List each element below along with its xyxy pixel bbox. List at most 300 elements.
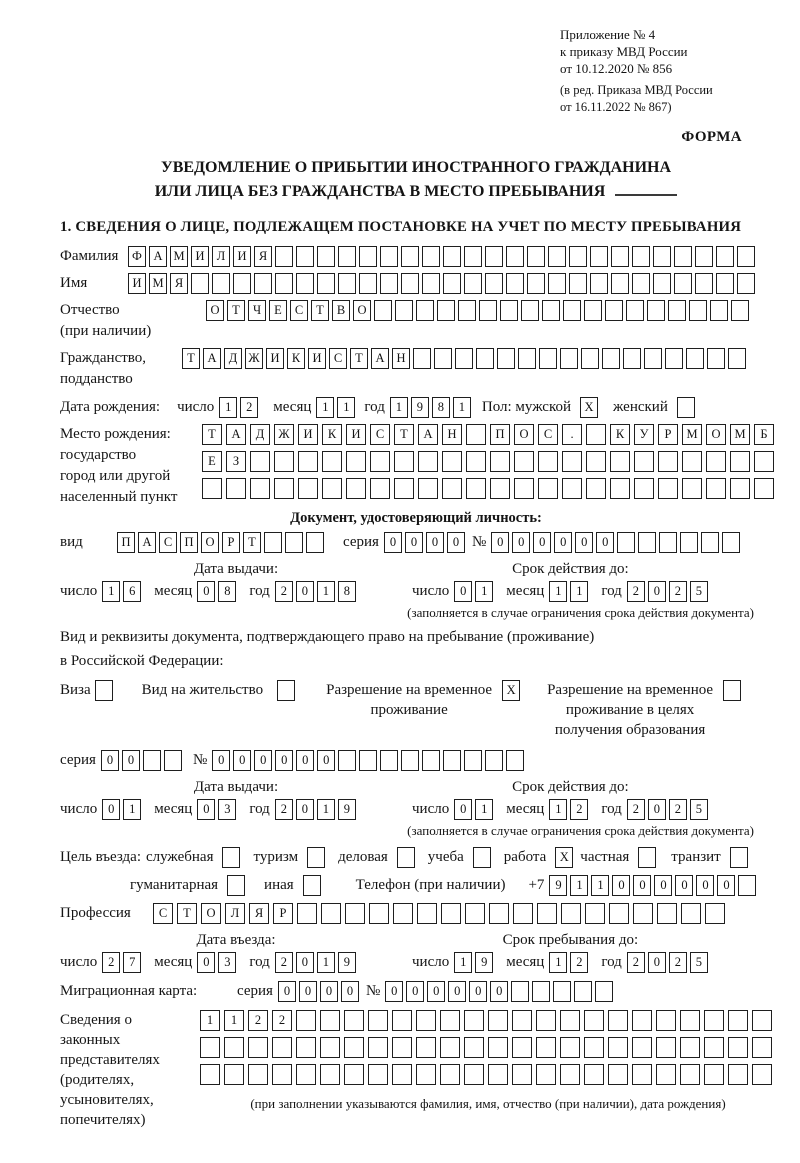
form-cell xyxy=(443,246,461,267)
form-cell xyxy=(488,1010,508,1031)
form-cell xyxy=(224,1037,244,1058)
birthplace-label-line-2: государство xyxy=(60,446,137,463)
migcard-series-label: серия xyxy=(237,982,273,999)
birthplace-cells-block xyxy=(202,424,778,505)
iddoc-issue-month-cells xyxy=(197,581,239,602)
form-cell: 2 xyxy=(275,799,293,820)
form-cell xyxy=(488,1064,508,1085)
form-cell: Д xyxy=(224,348,242,369)
form-cell xyxy=(368,1010,388,1031)
purpose-official-checkbox xyxy=(222,847,243,868)
form-cell xyxy=(728,348,746,369)
patronymic-label-line-1: Отчество xyxy=(60,301,120,318)
form-cell xyxy=(584,1037,604,1058)
form-cell xyxy=(686,348,704,369)
firstname-label: Имя xyxy=(60,274,88,291)
iddoc-issue-year-cells xyxy=(275,581,359,602)
form-cell: Е xyxy=(269,300,287,321)
reps-label-line-3: представителях xyxy=(60,1051,160,1068)
form-cell: А xyxy=(418,424,438,445)
purpose-label: Цель въезда: xyxy=(60,848,141,865)
doc-number-cells xyxy=(491,532,743,553)
form-cell xyxy=(665,348,683,369)
form-cell xyxy=(548,246,566,267)
form-cell xyxy=(704,1037,724,1058)
form-cell: 0 xyxy=(612,875,630,896)
form-cell: 0 xyxy=(320,981,338,1002)
form-cell xyxy=(359,750,377,771)
birth-day-label: число xyxy=(177,398,215,415)
representatives-note: (при заполнении указываются фамилия, имя, отчество (при наличии), дата рождения) xyxy=(250,1095,726,1111)
form-cell xyxy=(248,1064,268,1085)
purpose-humanitarian-label: гуманитарная xyxy=(130,876,219,893)
form-cell xyxy=(434,348,452,369)
form-cell xyxy=(296,1037,316,1058)
form-cell xyxy=(317,246,335,267)
edu-residence-label-line-1: Разрешение на временное xyxy=(547,681,714,698)
form-cell xyxy=(680,532,698,553)
form-cell: 0 xyxy=(197,581,215,602)
form-cell xyxy=(752,1064,772,1085)
reps-label-line-6: попечителях) xyxy=(60,1111,146,1128)
form-cell xyxy=(704,1010,724,1031)
form-cell: 9 xyxy=(475,952,493,973)
purpose-work-label: работа xyxy=(503,848,547,865)
form-cell xyxy=(344,1010,364,1031)
form-cell: 1 xyxy=(475,581,493,602)
form-cell xyxy=(346,478,366,499)
form-cell xyxy=(723,680,741,701)
form-cell xyxy=(626,300,644,321)
form-cell: 0 xyxy=(633,875,651,896)
form-cell xyxy=(527,273,545,294)
form-cell: 1 xyxy=(219,397,237,418)
form-cell: 0 xyxy=(533,532,551,553)
form-cell xyxy=(632,273,650,294)
form-cell xyxy=(695,246,713,267)
iddoc-validity-note: (заполняется в случае ограничения срока действия документа) xyxy=(407,604,754,620)
form-cell: Н xyxy=(442,424,462,445)
resdoc-issue-title: Дата выдачи: xyxy=(193,778,279,795)
form-cell: 6 xyxy=(123,581,141,602)
form-cell xyxy=(369,903,389,924)
form-cell: И xyxy=(266,348,284,369)
stay-year-cells xyxy=(627,952,711,973)
form-cell xyxy=(656,1064,676,1085)
iddoc-issue-row xyxy=(60,581,412,602)
form-cell: 0 xyxy=(101,750,119,771)
form-cell xyxy=(563,300,581,321)
appendix-header xyxy=(560,26,772,115)
purpose-tourism-checkbox xyxy=(307,847,328,868)
form-cell: М xyxy=(730,424,750,445)
form-cell: X xyxy=(502,680,520,701)
form-cell xyxy=(706,451,726,472)
form-cell xyxy=(677,397,695,418)
form-cell xyxy=(380,750,398,771)
purpose-study-label: учеба xyxy=(427,848,464,865)
form-cell xyxy=(656,1010,676,1031)
reps-cells-row-3 xyxy=(200,1064,776,1085)
form-cell xyxy=(553,981,571,1002)
form-cell: 0 xyxy=(454,581,472,602)
form-cell xyxy=(442,451,462,472)
form-cell: Т xyxy=(243,532,261,553)
doc-type-cells xyxy=(117,532,327,553)
form-cell xyxy=(632,1037,652,1058)
iddoc-valid-month-cells xyxy=(549,581,591,602)
surname-row xyxy=(60,246,772,267)
purpose-other-label: иная xyxy=(264,876,294,893)
form-cell xyxy=(464,750,482,771)
surname-cells xyxy=(128,246,758,267)
form-cell: 0 xyxy=(575,532,593,553)
citizenship-label-line-1: Гражданство, xyxy=(60,349,147,366)
birthplace-label-line-3: город или другой xyxy=(60,467,171,484)
form-cell xyxy=(561,903,581,924)
form-cell xyxy=(682,451,702,472)
form-cell xyxy=(392,1037,412,1058)
form-cell xyxy=(506,750,524,771)
form-cell xyxy=(512,1064,532,1085)
form-cell: 0 xyxy=(384,532,402,553)
resdoc-series-row xyxy=(60,750,772,771)
form-cell xyxy=(569,246,587,267)
form-cell xyxy=(680,1010,700,1031)
form-cell xyxy=(722,532,740,553)
form-cell xyxy=(608,1064,628,1085)
profession-row xyxy=(60,903,772,924)
form-cell: 1 xyxy=(337,397,355,418)
form-cell xyxy=(442,478,462,499)
form-cell: 1 xyxy=(390,397,408,418)
month-label: месяц xyxy=(154,953,193,970)
form-cell xyxy=(485,246,503,267)
form-cell: 1 xyxy=(591,875,609,896)
form-cell xyxy=(416,1064,436,1085)
patronymic-label xyxy=(60,300,206,342)
form-cell: 0 xyxy=(296,952,314,973)
phone-cells xyxy=(549,875,759,896)
entry-year-cells xyxy=(275,952,359,973)
form-cell: И xyxy=(346,424,366,445)
form-cell: X xyxy=(555,847,573,868)
form-cell: 0 xyxy=(490,981,508,1002)
form-cell xyxy=(634,478,654,499)
form-cell xyxy=(322,478,342,499)
form-cell xyxy=(320,1010,340,1031)
form-cell xyxy=(380,246,398,267)
form-cell: И xyxy=(308,348,326,369)
form-cell: 0 xyxy=(512,532,530,553)
form-cell xyxy=(222,847,240,868)
form-cell xyxy=(611,246,629,267)
purpose-work-checkbox xyxy=(555,847,576,868)
doc-number-label: № xyxy=(471,533,487,550)
form-cell xyxy=(728,1010,748,1031)
title-blank-line xyxy=(615,181,677,196)
form-cell: 1 xyxy=(453,397,471,418)
form-cell: С xyxy=(370,424,390,445)
month-label: месяц xyxy=(506,582,545,599)
temp-residence-label-line-1: Разрешение на временное xyxy=(326,681,493,698)
form-cell: 0 xyxy=(233,750,251,771)
entry-date-group xyxy=(60,931,412,973)
form-cell: И xyxy=(191,246,209,267)
form-cell xyxy=(464,1064,484,1085)
resdoc-valid-group xyxy=(412,778,721,820)
purpose-other-checkbox xyxy=(303,875,324,896)
form-cell xyxy=(344,1064,364,1085)
form-cell xyxy=(212,273,230,294)
form-cell: Н xyxy=(392,348,410,369)
form-cell: Ж xyxy=(245,348,263,369)
form-cell xyxy=(647,300,665,321)
form-cell xyxy=(345,903,365,924)
form-cell xyxy=(730,478,750,499)
patronymic-label-line-2: (при наличии) xyxy=(60,322,152,339)
form-cell xyxy=(548,273,566,294)
form-cell: 0 xyxy=(212,750,230,771)
form-cell xyxy=(632,1064,652,1085)
form-cell xyxy=(443,273,461,294)
resdoc-issue-group xyxy=(60,778,412,820)
form-cell xyxy=(536,1010,556,1031)
form-cell xyxy=(731,300,749,321)
form-cell xyxy=(521,300,539,321)
form-cell: 7 xyxy=(123,952,141,973)
form-cell xyxy=(562,478,582,499)
form-cell: Т xyxy=(227,300,245,321)
resdoc-series-cells xyxy=(101,750,185,771)
sex-female-label: женский xyxy=(613,398,668,415)
edu-residence-checkbox xyxy=(723,680,744,701)
form-title xyxy=(60,156,772,202)
form-cell xyxy=(306,532,324,553)
form-cell: В xyxy=(332,300,350,321)
month-label: месяц xyxy=(154,582,193,599)
appendix-line-2: к приказу МВД России xyxy=(560,44,688,60)
form-cell xyxy=(586,478,606,499)
form-cell xyxy=(730,847,748,868)
reps-label-line-2: законных xyxy=(60,1031,121,1048)
form-cell xyxy=(716,273,734,294)
form-cell xyxy=(586,424,606,445)
birthplace-row xyxy=(60,424,772,508)
purpose-row-2 xyxy=(60,875,772,896)
birth-year-cells xyxy=(390,397,474,418)
birth-year-label: год xyxy=(364,398,385,415)
purpose-private-label: частная xyxy=(580,848,630,865)
form-cell xyxy=(464,246,482,267)
form-cell xyxy=(542,300,560,321)
form-cell: А xyxy=(149,246,167,267)
resdoc-intro-line-1: Вид и реквизиты документа, подтверждающего право на пребывание (проживание) xyxy=(60,628,595,645)
form-cell: 0 xyxy=(296,750,314,771)
form-cell xyxy=(394,478,414,499)
purpose-tourism-label: туризм xyxy=(253,848,299,865)
citizenship-label-line-2: подданство xyxy=(60,370,133,387)
representatives-cells-block xyxy=(200,1010,776,1112)
form-cell: 0 xyxy=(275,750,293,771)
form-cell: 0 xyxy=(554,532,572,553)
form-cell xyxy=(754,478,774,499)
entry-date-title: Дата въезда: xyxy=(196,931,276,948)
form-cell xyxy=(392,1064,412,1085)
purpose-study-checkbox xyxy=(473,847,494,868)
form-cell: Я xyxy=(170,273,188,294)
resdoc-issue-year-cells xyxy=(275,799,359,820)
form-cell xyxy=(476,348,494,369)
form-cell xyxy=(497,348,515,369)
iddoc-valid-day-cells xyxy=(454,581,496,602)
form-cell xyxy=(440,1064,460,1085)
form-cell xyxy=(644,348,662,369)
form-cell: 0 xyxy=(675,875,693,896)
form-cell xyxy=(321,903,341,924)
form-cell: К xyxy=(610,424,630,445)
form-cell xyxy=(581,348,599,369)
edu-residence-option xyxy=(547,680,748,740)
form-cell xyxy=(254,273,272,294)
form-cell xyxy=(560,1010,580,1031)
form-cell xyxy=(539,348,557,369)
form-cell: О xyxy=(514,424,534,445)
form-cell xyxy=(422,246,440,267)
form-cell xyxy=(417,903,437,924)
form-cell: 3 xyxy=(218,799,236,820)
form-cell: 0 xyxy=(447,532,465,553)
form-cell: 2 xyxy=(570,952,588,973)
form-cell: 0 xyxy=(197,952,215,973)
form-cell xyxy=(275,246,293,267)
form-cell: 1 xyxy=(200,1010,220,1031)
resdoc-series-label: серия xyxy=(60,751,96,768)
form-cell xyxy=(298,478,318,499)
form-cell: X xyxy=(580,397,598,418)
form-cell: П xyxy=(180,532,198,553)
form-cell xyxy=(441,903,461,924)
edu-residence-label-line-2: проживание в целях xyxy=(565,701,695,718)
form-cell: 2 xyxy=(627,952,645,973)
resdoc-intro-line-2: в Российской Федерации: xyxy=(60,652,224,669)
form-cell xyxy=(374,300,392,321)
birthplace-cells-row-1 xyxy=(202,424,778,445)
form-cell: 1 xyxy=(549,581,567,602)
form-cell: А xyxy=(371,348,389,369)
form-cell xyxy=(617,532,635,553)
citizenship-cells xyxy=(182,348,749,369)
form-cell xyxy=(704,1064,724,1085)
form-cell xyxy=(680,1064,700,1085)
year-label: год xyxy=(601,582,622,599)
form-cell xyxy=(191,273,209,294)
day-label: число xyxy=(60,800,98,817)
form-cell xyxy=(657,903,677,924)
form-cell: О xyxy=(201,532,219,553)
temp-residence-label xyxy=(326,680,492,720)
form-cell xyxy=(584,300,602,321)
form-cell: 9 xyxy=(411,397,429,418)
form-cell xyxy=(370,451,390,472)
form-cell: С xyxy=(290,300,308,321)
form-cell xyxy=(464,1010,484,1031)
migcard-number-label: № xyxy=(365,982,381,999)
form-cell xyxy=(532,981,550,1002)
sex-male-checkbox xyxy=(580,397,601,418)
form-cell: 1 xyxy=(549,952,567,973)
patronymic-cells xyxy=(206,300,752,321)
form-cell: 1 xyxy=(317,799,335,820)
form-cell xyxy=(632,1010,652,1031)
form-cell xyxy=(443,750,461,771)
profession-cells xyxy=(153,903,729,924)
form-cell: 1 xyxy=(102,581,120,602)
form-cell: У xyxy=(634,424,654,445)
form-cell: С xyxy=(159,532,177,553)
form-cell xyxy=(610,478,630,499)
identity-doc-header: Документ, удостоверяющий личность: xyxy=(290,509,542,526)
form-cell xyxy=(536,1037,556,1058)
resdoc-valid-title: Срок действия до: xyxy=(512,778,629,795)
form-cell: 0 xyxy=(454,799,472,820)
form-cell xyxy=(440,1037,460,1058)
form-cell: С xyxy=(153,903,173,924)
form-cell: С xyxy=(329,348,347,369)
form-cell xyxy=(500,300,518,321)
form-cell xyxy=(560,1037,580,1058)
visa-label: Виза xyxy=(60,681,91,698)
form-cell xyxy=(511,981,529,1002)
form-cell: 1 xyxy=(316,397,334,418)
form-cell xyxy=(705,903,725,924)
form-cell: О xyxy=(201,903,221,924)
form-cell xyxy=(653,273,671,294)
form-cell: 2 xyxy=(102,952,120,973)
form-cell xyxy=(512,1037,532,1058)
form-cell: 3 xyxy=(218,952,236,973)
iddoc-issue-group xyxy=(60,560,412,602)
form-cell: Т xyxy=(177,903,197,924)
form-cell xyxy=(728,1037,748,1058)
year-label: год xyxy=(249,582,270,599)
resdoc-number-cells xyxy=(212,750,527,771)
iddoc-valid-group xyxy=(412,560,721,602)
form-cell xyxy=(506,246,524,267)
form-cell: 5 xyxy=(690,799,708,820)
form-cell xyxy=(488,1037,508,1058)
form-cell xyxy=(514,478,534,499)
stay-until-row xyxy=(412,952,721,973)
month-label: месяц xyxy=(154,800,193,817)
entry-month-cells xyxy=(197,952,239,973)
entry-day-cells xyxy=(102,952,144,973)
form-cell: Л xyxy=(212,246,230,267)
temp-residence-option xyxy=(326,680,527,720)
form-cell xyxy=(716,246,734,267)
form-cell xyxy=(422,273,440,294)
doc-series-label: серия xyxy=(343,533,379,550)
form-cell: 0 xyxy=(197,799,215,820)
form-cell xyxy=(440,1010,460,1031)
form-cell xyxy=(490,478,510,499)
patronymic-row xyxy=(60,300,772,342)
form-cell xyxy=(368,1064,388,1085)
resdoc-valid-month-cells xyxy=(549,799,591,820)
year-label: год xyxy=(601,800,622,817)
form-cell xyxy=(609,903,629,924)
form-cell xyxy=(275,273,293,294)
